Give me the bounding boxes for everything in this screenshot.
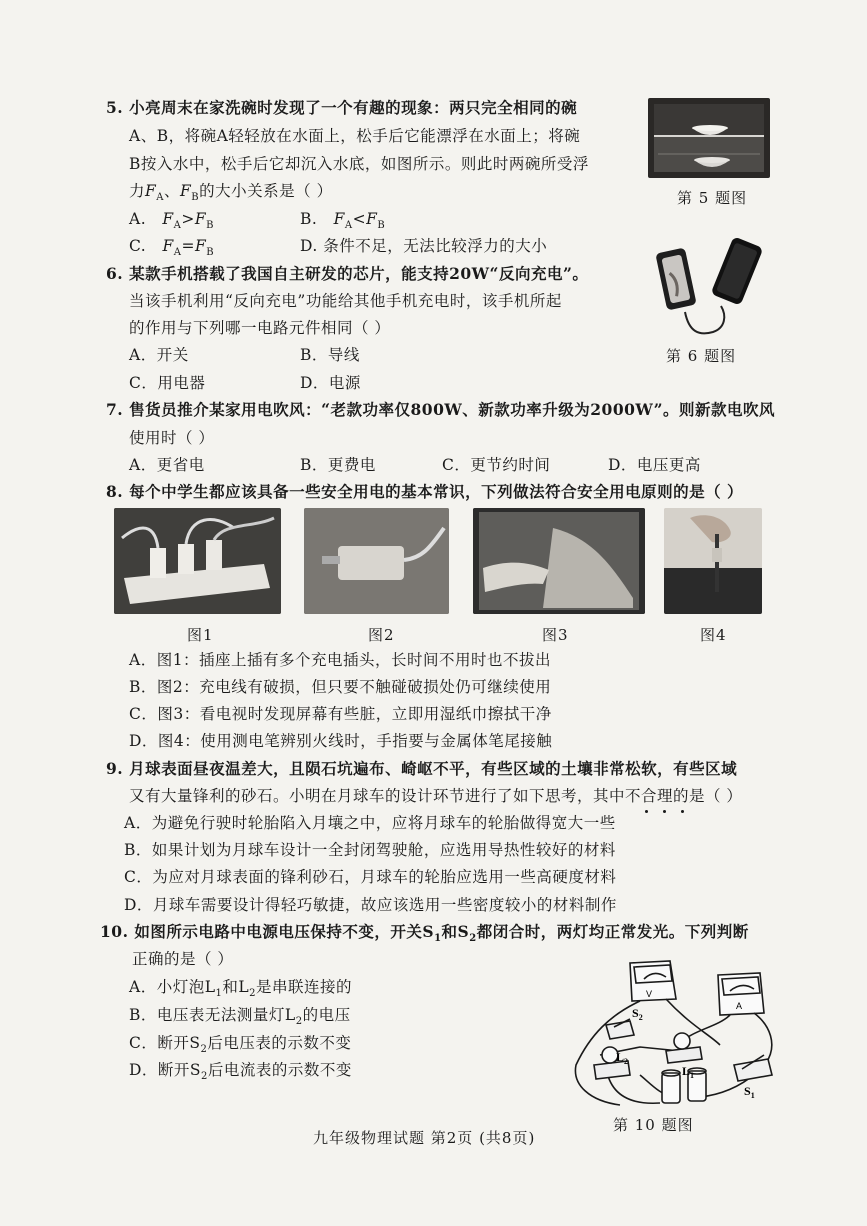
q9-option-a: A．为避免行驶时轮胎陷入月壤之中，应将月球车的轮胎做得宽大一些 <box>124 814 616 832</box>
q8-figure-label-3: 图3 <box>542 626 569 644</box>
q7-option-c: C．更节约时间 <box>442 456 551 474</box>
q8-figure-2-damaged-cable <box>304 508 449 614</box>
q6-option-d: D．电源 <box>300 374 361 392</box>
voltmeter-label: V <box>646 989 653 999</box>
power-strip-icon <box>114 508 281 614</box>
emphasis-dot <box>645 810 648 813</box>
q8-figure-label-2: 图2 <box>368 626 395 644</box>
emphasis-dot <box>663 810 666 813</box>
q10-line2: 正确的是（ ） <box>132 950 234 968</box>
circuit-diagram <box>570 955 790 1110</box>
q8-figure-label-4: 图4 <box>700 626 727 644</box>
q5-bowl-photo <box>648 98 770 178</box>
q5-option-a: A. $F_A>F_B$ <box>129 210 215 232</box>
q5-option-b: B. $F_A<F_B$ <box>300 210 386 232</box>
page-footer: 九年级物理试题 第2页 (共8页) <box>313 1129 536 1147</box>
emphasis-dot <box>681 810 684 813</box>
q5-option-c: C. $F_A=F_B$ <box>129 237 215 259</box>
q5-line3: B按入水中，松手后它却沉入水底，如图所示。则此时两碗所受浮 <box>129 155 589 173</box>
charger-icon <box>304 508 449 614</box>
q5-line4: 力$F_A$、$F_B$的大小关系是（ ） <box>129 182 333 204</box>
q6-option-c: C．用电器 <box>129 374 206 392</box>
q8-option-c: C．图3：看电视时发现屏幕有些脏，立即用湿纸巾擦拭干净 <box>129 705 552 723</box>
q6-option-a: A．开关 <box>129 346 189 364</box>
q9-line1: 9. 月球表面昼夜温差大，且陨石坑遍布、崎岖不平，有些区域的土壤非常松软，有些区域 <box>106 759 738 778</box>
q7-line1: 7. 售货员推介某家用电吹风：“老款功率仅800W、新款功率升级为2000W”。则新款电吹风 <box>106 400 776 419</box>
q7-option-a: A．更省电 <box>129 456 205 474</box>
switch-s2-label: $S_2$ <box>632 1006 643 1022</box>
q9-option-d: D．月球车需要设计得轻巧敏捷，故应该选用一些密度较小的材料制作 <box>124 896 617 914</box>
q10-option-d: D．断开$S_2$后电流表的示数不变 <box>129 1061 352 1083</box>
lamp-l1-label: $L_1$ <box>682 1064 695 1080</box>
q5-figure-caption: 第 5 题图 <box>677 189 748 207</box>
q5-line2: A、B，将碗A轻轻放在水面上，松手后它能漂浮在水面上；将碗 <box>129 127 581 145</box>
q8-figure-3-wiping-screen <box>473 508 645 614</box>
q8-figure-label-1: 图1 <box>187 626 214 644</box>
q10-option-a: A．小灯泡$L_1$和$L_2$是串联连接的 <box>129 978 353 1000</box>
q9-option-c: C．为应对月球表面的锋利砂石，月球车的轮胎应选用一些高硬度材料 <box>124 868 617 886</box>
q6-option-b: B．导线 <box>300 346 360 364</box>
q10-option-b: B．电压表无法测量灯$L_2$的电压 <box>129 1006 351 1028</box>
q5-line1: 5. 小亮周末在家洗碗时发现了一个有趣的现象：两只完全相同的碗 <box>106 98 578 117</box>
q7-option-b: B．更费电 <box>300 456 376 474</box>
q9-line2: 又有大量锋利的砂石。小明在月球车的设计环节进行了如下思考，其中不合理的是（ ） <box>129 787 743 805</box>
q8-option-b: B．图2：充电线有破损，但只要不触碰破损处仍可继续使用 <box>129 678 552 696</box>
q6-line3: 的作用与下列哪一电路元件相同（ ） <box>129 319 391 337</box>
q8-stem: 8. 每个中学生都应该具备一些安全用电的基本常识，下列做法符合安全用电原则的是（ ） <box>106 482 743 501</box>
q10-figure-caption: 第 10 题图 <box>613 1116 694 1134</box>
tv-screen-icon <box>473 508 645 614</box>
q6-line1: 6. 某款手机搭载了我国自主研发的芯片，能支持20W“反向充电”。 <box>106 264 589 283</box>
ammeter-label: A <box>736 1001 743 1011</box>
q6-figure-caption: 第 6 题图 <box>666 347 737 365</box>
q8-figure-1-power-strip <box>114 508 281 614</box>
q10-option-c: C．断开$S_2$后电压表的示数不变 <box>129 1034 352 1056</box>
q7-option-d: D．电压更高 <box>608 456 701 474</box>
q9-option-b: B．如果计划为月球车设计一全封闭驾驶舱，应选用导热性较好的材料 <box>124 841 616 859</box>
phone-charging-figure-icon <box>655 236 775 346</box>
q5-option-d: D. 条件不足，无法比较浮力的大小 <box>300 237 548 255</box>
test-pen-icon <box>664 508 762 614</box>
q8-option-a: A．图1：插座上插有多个充电插头，长时间不用时也不拔出 <box>129 651 552 669</box>
bowl-figure-icon <box>648 98 770 178</box>
q6-line2: 当该手机利用“反向充电”功能给其他手机充电时，该手机所起 <box>129 292 562 310</box>
q8-option-d: D．图4：使用测电笔辨别火线时，手指要与金属体笔尾接触 <box>129 732 553 750</box>
q10-line1: 10. 如图所示电路中电源电压保持不变，开关$S_1$和$S_2$都闭合时，两灯均正常发光。下列判断 <box>100 922 749 945</box>
q8-figure-4-test-pen <box>664 508 762 614</box>
switch-s1-label: $S_1$ <box>744 1084 755 1100</box>
q7-line2: 使用时（ ） <box>129 429 215 447</box>
lamp-l2-label: $L_2$ <box>616 1050 629 1066</box>
